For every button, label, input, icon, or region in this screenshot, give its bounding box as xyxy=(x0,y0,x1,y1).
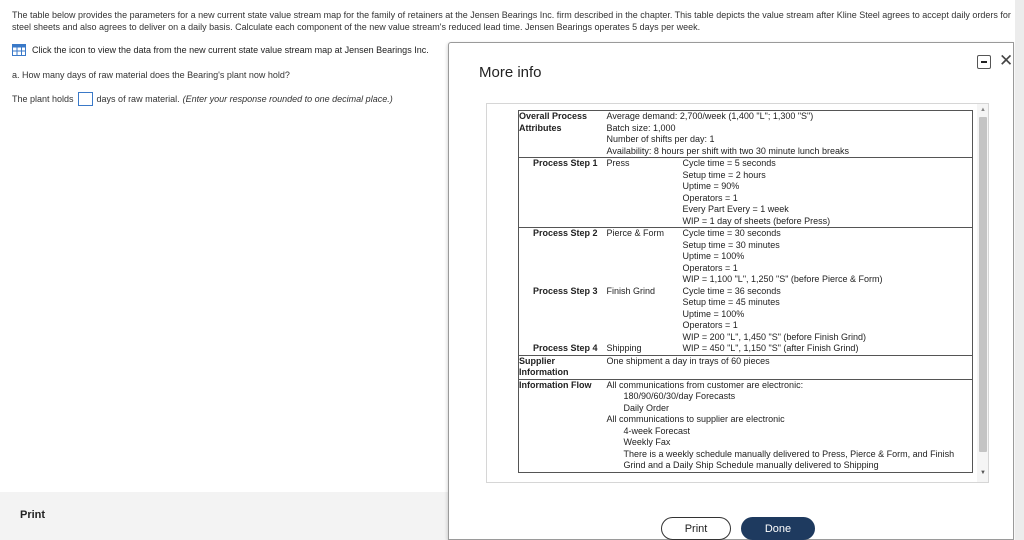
answer-prefix: The plant holds xyxy=(12,94,74,104)
detail-line: Cycle time = 30 seconds xyxy=(682,228,781,238)
answer-suffix: days of raw material. xyxy=(96,94,180,104)
step-label: Process Step 3 xyxy=(532,285,598,296)
info-flow-cell xyxy=(607,379,973,472)
step-details xyxy=(683,228,973,286)
table-row xyxy=(519,355,973,379)
footer-bar xyxy=(0,492,449,540)
detail-line: WIP = 1 day of sheets (before Press) xyxy=(682,215,831,226)
detail-line: Operators = 1 xyxy=(682,192,738,203)
step-details xyxy=(683,343,973,355)
detail-line: Setup time = 45 minutes xyxy=(682,297,780,307)
question-a: a. How many days of raw material does the Bearing's plant now hold? xyxy=(12,70,290,80)
parameters-table xyxy=(518,110,973,473)
answer-line xyxy=(12,92,393,106)
detail-line: Cycle time = 36 seconds xyxy=(682,285,781,296)
supplier-text: One shipment a day in trays of 60 pieces xyxy=(607,355,973,379)
supplier-label: Supplier Information xyxy=(519,355,607,379)
customer-comm-item: Daily Order xyxy=(623,402,670,413)
footer-print-button[interactable]: Print xyxy=(20,509,46,521)
table-row xyxy=(519,111,973,158)
scrollbar-thumb[interactable] xyxy=(979,117,987,452)
print-button[interactable]: Print xyxy=(661,517,731,540)
step-label: Process Step 4 xyxy=(532,343,598,353)
step-details xyxy=(683,286,973,344)
step-details xyxy=(683,158,973,228)
table-row xyxy=(519,343,973,355)
step-label: Process Step 2 xyxy=(519,228,607,286)
detail-line: WIP = 1,100 "L", 1,250 "S" (before Pierce & Form) xyxy=(682,274,883,284)
supplier-comm-item: 4-week Forecast xyxy=(623,425,691,436)
attribute-line: Batch size: 1,000 xyxy=(606,122,676,133)
step-label: Process Step 1 xyxy=(519,158,607,228)
table-row xyxy=(519,228,973,286)
detail-line: WIP = 200 "L", 1,450 "S" (before Finish Grind) xyxy=(682,331,866,342)
view-data-link-label[interactable]: Click the icon to view the data from the new current state value stream map at Jensen Bearings Inc. xyxy=(32,45,429,55)
table-scrollbar[interactable] xyxy=(977,104,989,482)
attribute-line: Average demand: 2,700/week (1,400 "L"; 1,300 "S") xyxy=(606,111,814,121)
detail-line: Setup time = 2 hours xyxy=(682,169,766,180)
scroll-up-icon[interactable]: ▲ xyxy=(980,107,986,113)
detail-line: WIP = 450 "L", 1,150 "S" (after Finish Grind) xyxy=(682,343,859,353)
info-table-panel xyxy=(486,103,989,483)
customer-comm-item: 180/90/60/30/day Forecasts xyxy=(623,391,736,401)
detail-line: Cycle time = 5 seconds xyxy=(682,158,776,168)
detail-line: Uptime = 90% xyxy=(682,181,740,191)
customer-comm-heading: All communications from customer are electronic: xyxy=(606,379,804,390)
scroll-down-icon[interactable]: ▼ xyxy=(980,470,986,476)
schedule-note: There is a weekly schedule manually delivered to Press, Pierce & Form, and Finish Grind and a Daily Ship Schedule manually delivered to Shipping xyxy=(623,448,955,470)
step-name: Pierce & Form xyxy=(607,228,683,286)
done-button[interactable]: Done xyxy=(741,517,815,540)
close-icon[interactable]: ✕ xyxy=(999,51,1014,70)
step-name: Press xyxy=(607,158,683,228)
attributes-label: Overall Process Attributes xyxy=(519,111,607,158)
dialog-title: More info xyxy=(479,64,542,81)
info-flow-label: Information Flow xyxy=(519,379,607,472)
detail-line: Operators = 1 xyxy=(682,320,738,330)
step-name: Finish Grind xyxy=(606,285,656,296)
problem-intro: The table below provides the parameters for a new current state value stream map for the family of retainers at the Jensen Bearings Inc. firm described in the chapter. This table depicts the value stream after Kline Steel agrees to accept daily orders for steel sheets and also agrees to deliver on a daily basis. Calculate each component of the new value stream's reduced lead time. Jensen Bearings operates 5 days per week. xyxy=(12,10,1011,32)
answer-hint: (Enter your response rounded to one decimal place.) xyxy=(182,94,393,104)
detail-line: Every Part Every = 1 week xyxy=(682,204,789,214)
table-row xyxy=(519,379,973,472)
view-data-link[interactable] xyxy=(12,44,429,56)
supplier-comm-item: Weekly Fax xyxy=(623,437,671,447)
answer-input[interactable] xyxy=(78,92,93,106)
attribute-line: Availability: 8 hours per shift with two 30 minute lunch breaks xyxy=(606,145,849,156)
detail-line: Operators = 1 xyxy=(682,262,738,273)
more-info-dialog xyxy=(448,42,1014,540)
table-icon[interactable] xyxy=(12,44,26,56)
supplier-comm-heading: All communications to supplier are electronic xyxy=(606,414,785,424)
attributes-cell xyxy=(607,111,973,158)
detail-line: Setup time = 30 minutes xyxy=(682,239,780,250)
table-row xyxy=(519,158,973,228)
detail-line: Uptime = 100% xyxy=(682,308,745,319)
table-row xyxy=(519,286,973,344)
attribute-line: Number of shifts per day: 1 xyxy=(606,134,715,144)
minimize-icon[interactable] xyxy=(977,55,991,69)
page-scrollbar[interactable] xyxy=(1015,0,1024,540)
detail-line: Uptime = 100% xyxy=(682,251,745,261)
step-name: Shipping xyxy=(606,343,642,353)
